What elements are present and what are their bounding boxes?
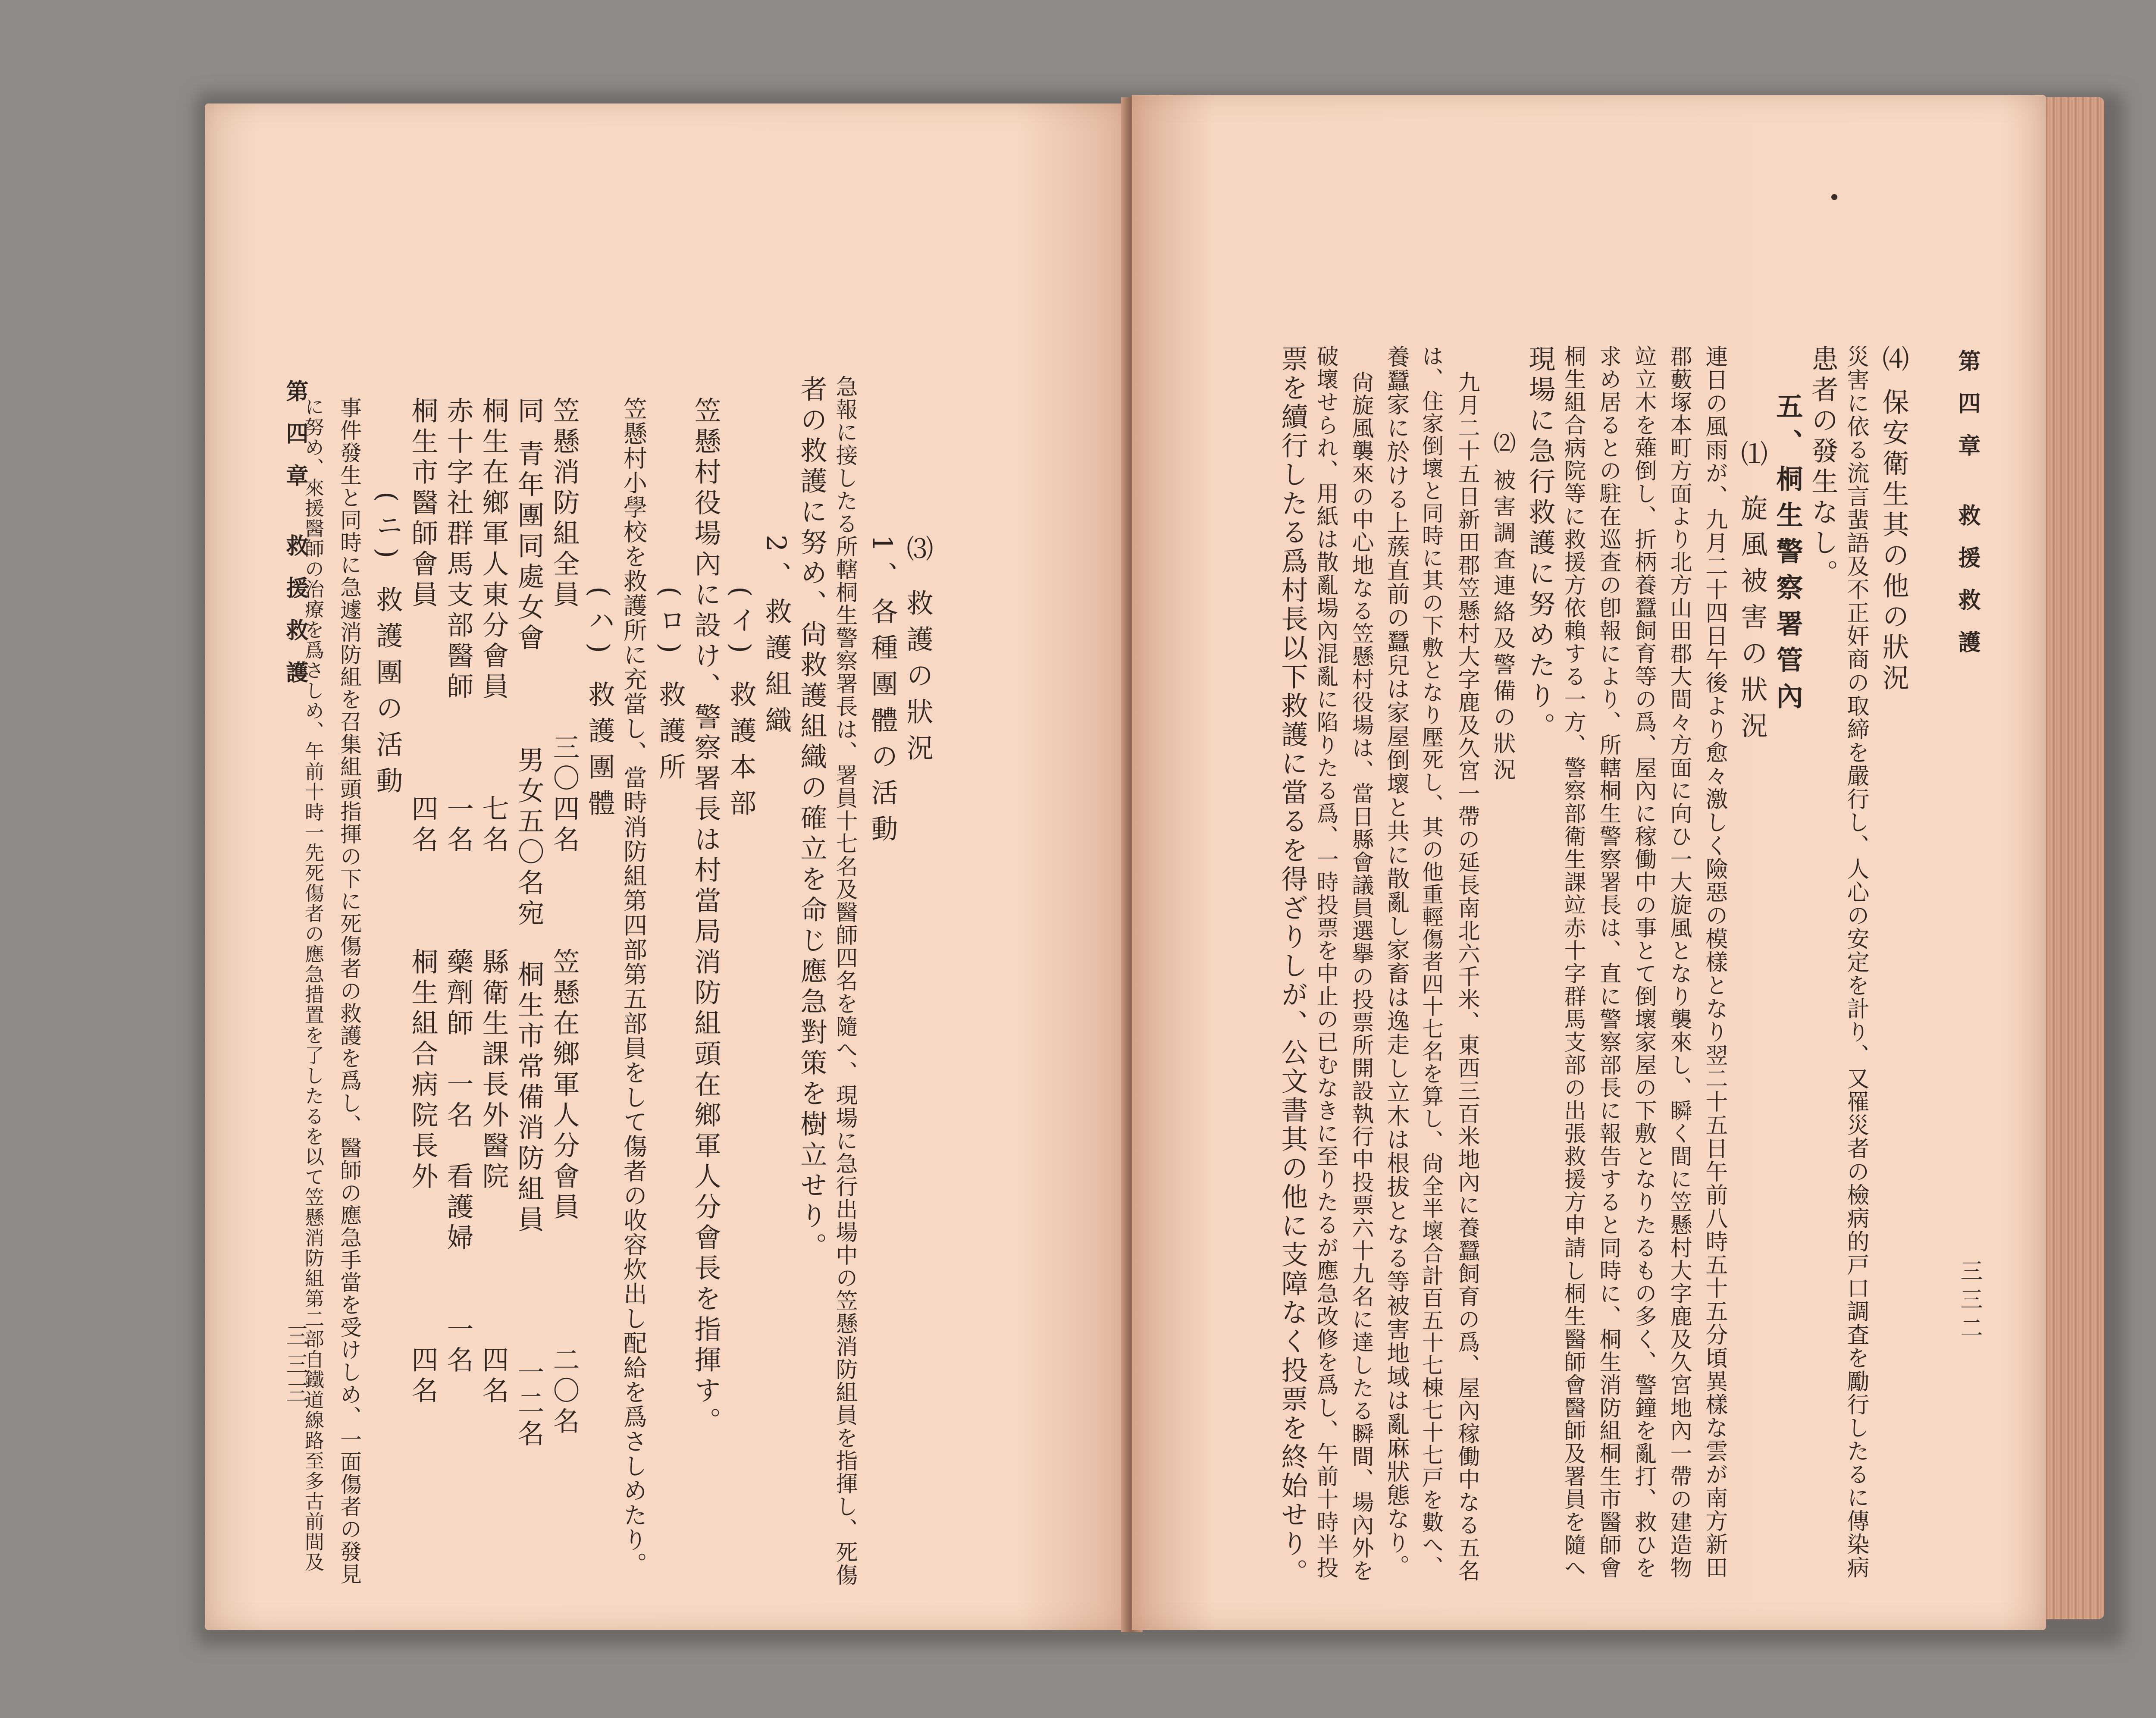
text-column: 現場に急行救護に努めたり。 [1524,345,1556,743]
list-item: 桐生在鄉軍人東分會員 七名 縣衛生課長外醫院 四名 [478,397,509,1407]
right-page [1132,95,2046,1630]
text-column: 災害に依る流言蜚語及不正奸商の取締を嚴行し、人心の安定を計り、又罹災者の檢病的戸口調査を勵行したるに傳染病 [1843,345,1869,1579]
text-column: 笠懸村小學校を救護所に充當し、當時消防組第四部第五部員をして傷者の收容炊出し配給を爲さしめたり。 [620,397,647,1577]
text-column: 尙旋風襲來の中心地なる笠懸村役場は、當日縣會議員選擧の投票所開設執行中投票六十九名に達したる瞬間、場內外を [1348,371,1373,1582]
running-head: 第四章 救援救護 [1954,349,1981,673]
text-column: 急報に接したる所轄桐生警察署長は、署員十七名及醫師四名を隨へ、現場に急行出場中の笠懸消防組員を指揮し、死傷 [832,375,857,1586]
left-page [205,103,1128,1630]
subheading: 1、各種團體の活動 [867,535,898,851]
text-column: 竝立木を薙倒し、折柄養蠶飼育等の爲、屋內に稼働中の事とて倒壞家屋の下敷となりたるもの多く、警鐘を亂打、救ひを [1631,345,1656,1579]
text-column: 者の救護に努め、尙救護組織の確立を命じ應急對策を樹立せり。 [796,375,827,1263]
subheading: (ハ) 救護團體 [584,586,615,826]
subheading: ⑵ 被害調査連絡及警備の狀況 [1489,431,1515,784]
running-head: 第四章 救援救護 [282,379,308,703]
subheading: 2、救護組織 [761,535,792,743]
text-column: 笠懸村役場內に設け、警察署長は村當局消防組頭在鄉軍人分會長を指揮す。 [690,397,721,1438]
text-column: 九月二十五日新田郡笠懸村大字鹿及久宮一帶の延長南北六千米、東西三百米地內に養蠶飼育の爲、屋內稼働中なる五名 [1454,371,1479,1582]
ink-dot [1831,194,1837,200]
text-column: 票を續行したる爲村長以下救護に當るを得ざりしが、公文書其の他に支障なく投票を終始せり。 [1277,345,1308,1587]
text-column: は、住家倒壞と同時に其の下敷となり壓死し、其の他重輕傷者四十七名を算し、尙全半壞合計百五十七棟七十七戸を數へ、 [1419,345,1444,1578]
list-item: 桐生市醫師會員 四名 桐生組合病院長外 四名 [407,397,439,1407]
text-column: 桐生組合病院等に救援方依賴する一方、警察部衛生課竝赤十字群馬支部の出張救援方申請し桐生醫師會醫師及署員を隨へ [1560,345,1586,1579]
section-heading: ⑶ 救護の狀況 [902,535,934,770]
subheading: ⑷ 保安衛生其の他の狀況 [1878,345,1909,694]
text-column: に努め、來援醫師の治療を爲さしめ、午前十時一先死傷者の應急措置を了したるを以て笠懸消防組第二部自鐵道線路至多古前間及 [301,397,324,1572]
page-number: 三三二 [1956,1259,1982,1345]
list-item: 同 青年團同處女會 男女五〇名宛 桐生市常備消防組員 一二名 [513,397,545,1450]
subheading: (ロ) 救護所 [655,586,686,790]
text-column: 求め居るとの駐在巡査の卽報により、所轄桐生警察署長は、直に警察部長に報告すると同時に、桐生消防組桐生市醫師會 [1595,345,1621,1579]
list-item: 赤十字社群馬支部醫師 一名 藥劑師 一名 看護婦 一名 [442,397,474,1376]
text-column: 養蠶家に於ける上蔟直前の蠶兒は家屋倒壞と共に散亂し家畜は逸走し立木は根拔となる等被害地域は亂麻狀態なり。 [1383,345,1410,1578]
section-heading: 五、桐生警察署管內 [1772,392,1803,718]
text-column: 連日の風雨が、九月二十四日午後より愈々激しく險惡の模樣となり翌二十五日午前八時五十五分頃異樣な雲が南方新田 [1702,345,1727,1579]
text-column: 破壞せられ、用紙は散亂場內混亂に陷りたる爲、一時投票を中止の已むなきに至りたるが應急改修を爲し、午前十時半投 [1313,345,1338,1579]
subheading: (ニ) 救護團の活動 [372,492,403,803]
subheading: (イ) 救護本部 [725,586,757,826]
subheading: ⑴ 旋風被害の狀況 [1736,440,1768,748]
text-column: 事件發生と同時に急遽消防組を召集組頭指揮の下に死傷者の救護を爲し、醫師の應急手當を受けしめ、一面傷者の發見 [337,397,362,1585]
list-item: 笠懸消防組全員 三〇四名 笠懸在鄉軍人分會員 二〇名 [548,397,580,1438]
text-column: 患者の發生なし。 [1807,345,1839,590]
text-column: 郡藪塚本町方面より北方山田郡大間々方面に向ひ一大旋風となり襲來し、瞬く間に笠懸村大字鹿及久宮地內一帶の建造物 [1666,345,1692,1579]
page-number: 三三三 [282,1324,308,1409]
